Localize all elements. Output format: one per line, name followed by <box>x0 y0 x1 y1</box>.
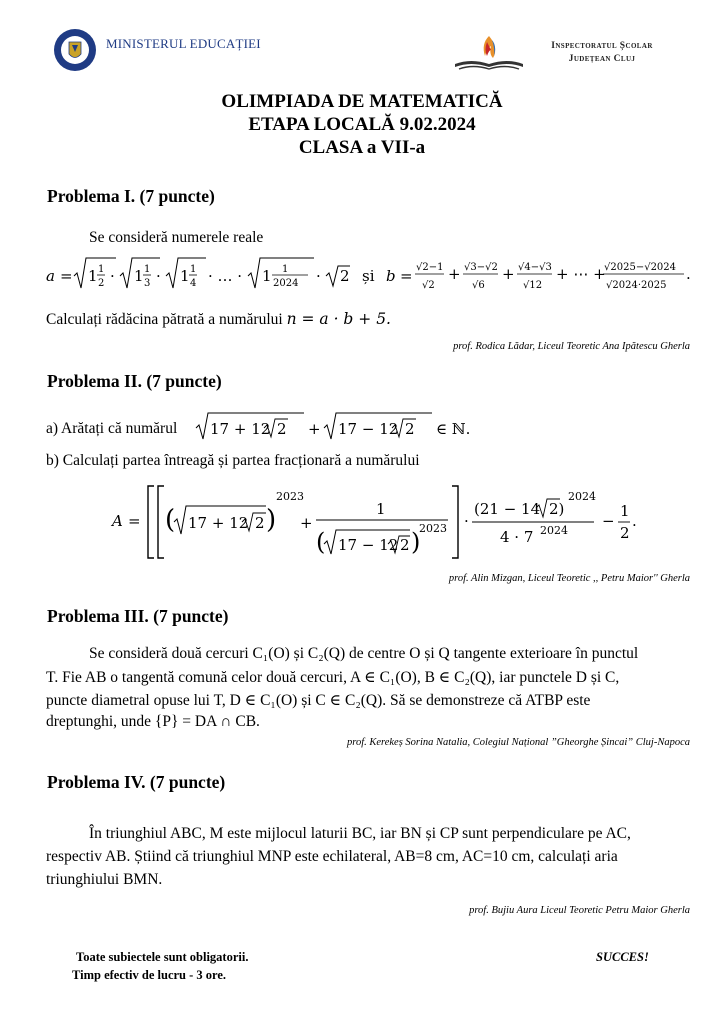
svg-text:−: − <box>602 512 615 530</box>
svg-text:1: 1 <box>262 267 272 285</box>
problem-1-heading: Problema I. (7 puncte) <box>47 186 215 206</box>
svg-text:2: 2 <box>620 524 630 542</box>
svg-text:√4−√3: √4−√3 <box>518 262 552 273</box>
svg-text:2: 2 <box>277 420 287 438</box>
svg-text:1: 1 <box>88 267 98 285</box>
problem-1-task-text: Calculați rădăcina pătrată a numărului <box>46 311 283 328</box>
problem-4-line-1: În triunghiul ABC, M este mijlocul laturii BC, iar BN și CP sunt perpendiculare pe AC, <box>89 825 631 842</box>
svg-text:a: a <box>46 267 55 285</box>
svg-text:2: 2 <box>255 514 265 532</box>
problem-3-line-2: T. Fie AB o tangentă comună celor două cercuri, A ∈ C₁(O), B ∈ C₂(Q), iar punctele D și C, <box>46 669 620 686</box>
svg-text:·: · <box>464 512 469 530</box>
problem-4-heading: Problema IV. (7 puncte) <box>47 772 226 792</box>
problem-2-part-a-formula <box>196 410 471 447</box>
government-coat-of-arms-logo <box>50 28 100 72</box>
svg-text:17 + 12: 17 + 12 <box>188 514 249 532</box>
svg-text:2): 2) <box>549 500 565 518</box>
svg-text:b: b <box>386 267 396 285</box>
svg-text:2023: 2023 <box>419 522 447 535</box>
svg-text:(: ( <box>165 505 176 535</box>
svg-text:√2024·2025: √2024·2025 <box>606 280 667 291</box>
problem-1-intro: Se consideră numerele reale <box>89 229 264 246</box>
problem-4-line-3: triunghiului BMN. <box>46 871 163 888</box>
problem-2-heading: Problema II. (7 puncte) <box>47 371 222 391</box>
inspectorate-line2: Județean Cluj <box>568 54 636 64</box>
footer-time-note: Timp efectiv de lucru - 3 ore. <box>72 968 227 982</box>
class-level: CLASA a VII-a <box>298 137 426 158</box>
svg-text:4 · 7: 4 · 7 <box>500 528 534 546</box>
svg-text:1: 1 <box>620 502 630 520</box>
svg-text:∈ ℕ.: ∈ ℕ. <box>436 420 471 438</box>
svg-text:17 − 12: 17 − 12 <box>338 536 399 554</box>
inspectorate-name <box>522 40 682 66</box>
problem-2-part-a-text: a) Arătați că numărul <box>46 420 178 437</box>
problem-1-n-expression: n = a · b + 5. <box>286 310 391 328</box>
svg-text:√2: √2 <box>422 280 435 291</box>
svg-text:+ ⋯ +: + ⋯ + <box>556 265 606 283</box>
problem-4-author: prof. Bujiu Aura Liceul Teoretic Petru Maior Gherla <box>469 905 690 916</box>
svg-text:· … ·: · … · <box>208 267 243 285</box>
svg-text:√3−√2: √3−√2 <box>464 262 498 273</box>
problem-2-part-b: b) Calculați partea întreagă și partea fracționară a numărului <box>46 452 420 469</box>
svg-text:A: A <box>112 512 123 530</box>
svg-text:·: · <box>156 267 161 285</box>
svg-text:1: 1 <box>376 500 386 518</box>
svg-text:1: 1 <box>98 264 105 275</box>
svg-text:√6: √6 <box>472 280 485 291</box>
problem-2-part-b-formula <box>108 474 648 571</box>
svg-text:2023: 2023 <box>276 490 304 503</box>
ministry-name: MINISTERUL EDUCAȚIEI <box>106 36 261 51</box>
svg-text:): ) <box>266 505 277 535</box>
svg-text:.: . <box>686 265 691 283</box>
svg-text:4: 4 <box>190 278 197 289</box>
svg-text:=: = <box>400 267 413 285</box>
svg-text:1: 1 <box>134 267 144 285</box>
svg-text:=: = <box>60 267 73 285</box>
svg-text:2: 2 <box>400 536 410 554</box>
svg-text:√12: √12 <box>523 280 543 291</box>
problem-3-heading: Problema III. (7 puncte) <box>47 606 229 626</box>
problem-3-line-4: dreptunghi, unde {P} = DA ∩ CB. <box>46 713 260 730</box>
svg-text:2024: 2024 <box>540 524 568 537</box>
svg-text:·: · <box>110 267 115 285</box>
problem-1-formula <box>46 250 696 309</box>
svg-text:(21 − 14: (21 − 14 <box>474 500 541 518</box>
problem-3-line-3: puncte diametral opuse lui T, D ∈ C₁(O) și C ∈ C₂(Q). Să se demonstreze că ATBP este <box>46 692 591 709</box>
problem-3-line-1: Se consideră două cercuri C₁(O) și C₂(Q) de centre O și Q tangente exterioare în punctul <box>89 645 639 662</box>
svg-text:1: 1 <box>180 267 190 285</box>
svg-text:+: + <box>308 420 321 438</box>
svg-text:2: 2 <box>98 278 105 289</box>
olympiad-title: OLIMPIADA DE MATEMATICĂ <box>221 91 503 112</box>
problem-3-author: prof. Kerekeș Sorina Natalia, Colegiul Național ”Gheorghe Șincai” Cluj-Napoca <box>347 737 690 748</box>
svg-text:+: + <box>502 265 515 283</box>
svg-text:+: + <box>300 514 313 532</box>
svg-text:2024: 2024 <box>273 278 299 289</box>
svg-text:2: 2 <box>340 267 350 285</box>
svg-text:17 + 12: 17 + 12 <box>210 420 271 438</box>
problem-1-task <box>46 310 391 329</box>
svg-text:3: 3 <box>144 278 151 289</box>
problem-2-part-a <box>46 420 177 438</box>
footer-success: SUCCES! <box>596 950 649 964</box>
svg-text:1: 1 <box>282 264 289 275</box>
svg-text:+: + <box>448 265 461 283</box>
svg-text:√2−1: √2−1 <box>416 262 444 273</box>
svg-text:2024: 2024 <box>568 490 596 503</box>
problem-2-author: prof. Alin Mizgan, Liceul Teoretic ,, Petru Maior'' Gherla <box>448 573 690 584</box>
stage-date: ETAPA LOCALĂ 9.02.2024 <box>248 114 476 135</box>
inspectorate-book-flame-logo <box>451 30 527 74</box>
svg-text:17 − 12: 17 − 12 <box>338 420 399 438</box>
footer-obligatory-note: Toate subiectele sunt obligatorii. <box>76 950 249 964</box>
problem-1-author: prof. Rodica Lădar, Liceul Teoretic Ana Ipătescu Gherla <box>453 341 690 352</box>
svg-text:=: = <box>128 512 141 530</box>
svg-text:1: 1 <box>190 264 197 275</box>
svg-text:·: · <box>316 267 321 285</box>
problem-4-line-2: respectiv AB. Știind că triunghiul MNP este echilateral, AB=8 cm, AC=10 cm, calculați aria <box>46 848 618 865</box>
svg-text:√2025−√2024: √2025−√2024 <box>604 262 677 273</box>
svg-text:.: . <box>632 512 637 530</box>
inspectorate-line1: Inspectoratul Școlar <box>551 41 653 51</box>
svg-text:1: 1 <box>144 264 151 275</box>
svg-text:(: ( <box>316 528 326 556</box>
svg-text:și: și <box>362 267 375 285</box>
svg-text:): ) <box>411 528 421 556</box>
svg-text:2: 2 <box>405 420 415 438</box>
